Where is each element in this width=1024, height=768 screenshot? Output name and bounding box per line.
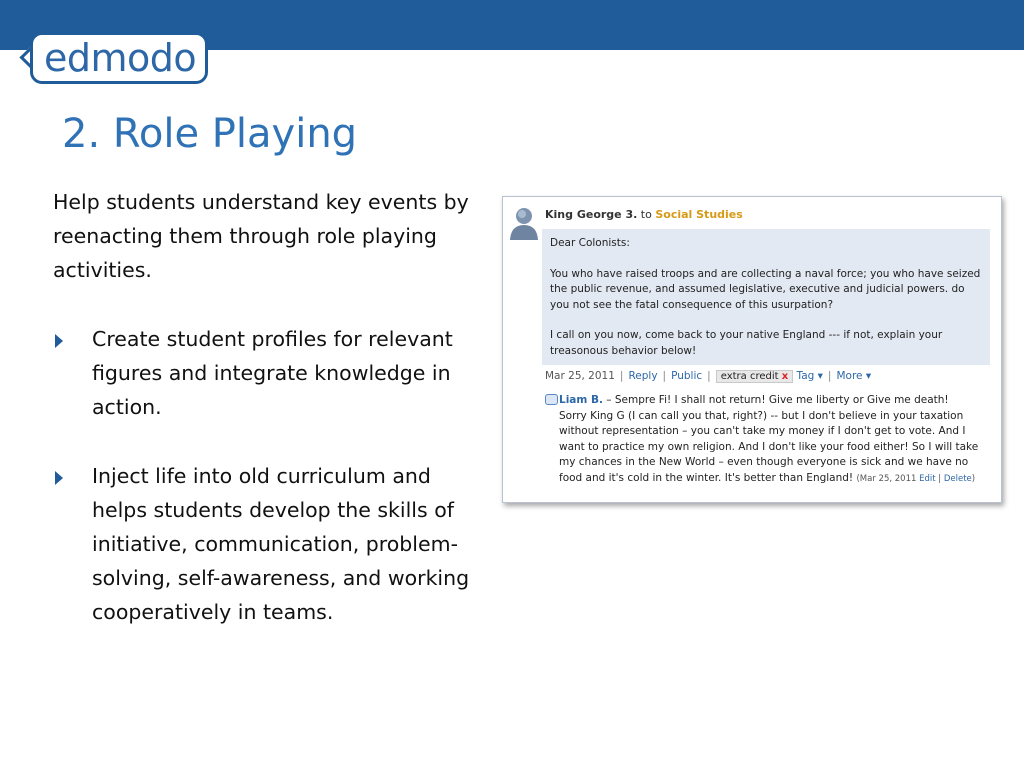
post-to-word: to	[640, 208, 652, 221]
separator: |	[619, 370, 624, 382]
post-group-link[interactable]: Social Studies	[655, 208, 743, 221]
reply-text: – Sempre Fi! I shall not return! Give me liberty or Give me death! Sorry King G (I can call you that, right?) -- but I don't believe in your taxation without representation – you can't take my money if I don't get to vote. And I want to practice my own religion. And I don't like your food either! So I will take my chances in the New World – even though everyone is sick and we have no food and it's cold in the winter. It's better than England!	[559, 394, 979, 484]
reply-date: (Mar 25, 2011	[856, 473, 920, 484]
reply-comment	[559, 393, 979, 487]
tag-menu[interactable]: Tag ▾	[796, 370, 823, 382]
comment-icon	[545, 394, 558, 405]
separator: |	[827, 370, 832, 382]
tag-chip	[716, 370, 793, 383]
edit-link[interactable]: Edit	[919, 473, 936, 484]
post-meta-bar	[545, 370, 871, 383]
post-date: Mar 25, 2011	[545, 370, 615, 382]
visibility-link[interactable]: Public	[671, 370, 703, 382]
separator: |	[662, 370, 667, 382]
more-menu[interactable]: More ▾	[836, 370, 872, 382]
bullet-text: Create student profiles for relevant figures and integrate knowledge in action.	[92, 327, 453, 419]
tag-label: extra credit	[720, 371, 779, 382]
post-header	[545, 208, 743, 221]
bullet-item	[55, 459, 485, 629]
separator: |	[707, 370, 711, 382]
message-paragraph: You who have raised troops and are collecting a naval force; you who have seized the public revenue, and assumed legislative, executive and judicial powers. do you not see the fatal consequence of this usurpation?	[550, 267, 981, 311]
reply-link[interactable]: Reply	[628, 370, 658, 382]
slide-title: 2. Role Playing	[62, 111, 358, 157]
delete-link[interactable]: Delete	[943, 473, 972, 484]
bullet-arrow-icon	[55, 334, 63, 348]
edmodo-post-screenshot	[502, 196, 1002, 503]
reply-author[interactable]: Liam B.	[559, 394, 603, 406]
reply-meta-close: )	[971, 473, 976, 484]
logo-text: edmodo	[44, 36, 197, 80]
bullet-text: Inject life into old curriculum and helps students develop the skills of initiative, communication, problem-solving, self-awareness, and working cooperatively in teams.	[92, 464, 470, 624]
intro-text: Help students understand key events by reenacting them through role playing activities.	[53, 190, 469, 282]
message-greeting: Dear Colonists:	[550, 237, 630, 249]
user-avatar-icon	[509, 206, 539, 240]
tag-remove-button[interactable]: x	[781, 371, 789, 382]
post-message	[542, 229, 990, 365]
message-paragraph: I call on you now, come back to your native England --- if not, explain your treasonous behavior below!	[550, 329, 943, 357]
bullet-arrow-icon	[55, 471, 63, 485]
reply-meta: (Mar 25, 2011 Edit | Delete)	[856, 473, 976, 484]
bullet-item	[55, 322, 485, 424]
post-author[interactable]: King George 3.	[545, 208, 638, 221]
